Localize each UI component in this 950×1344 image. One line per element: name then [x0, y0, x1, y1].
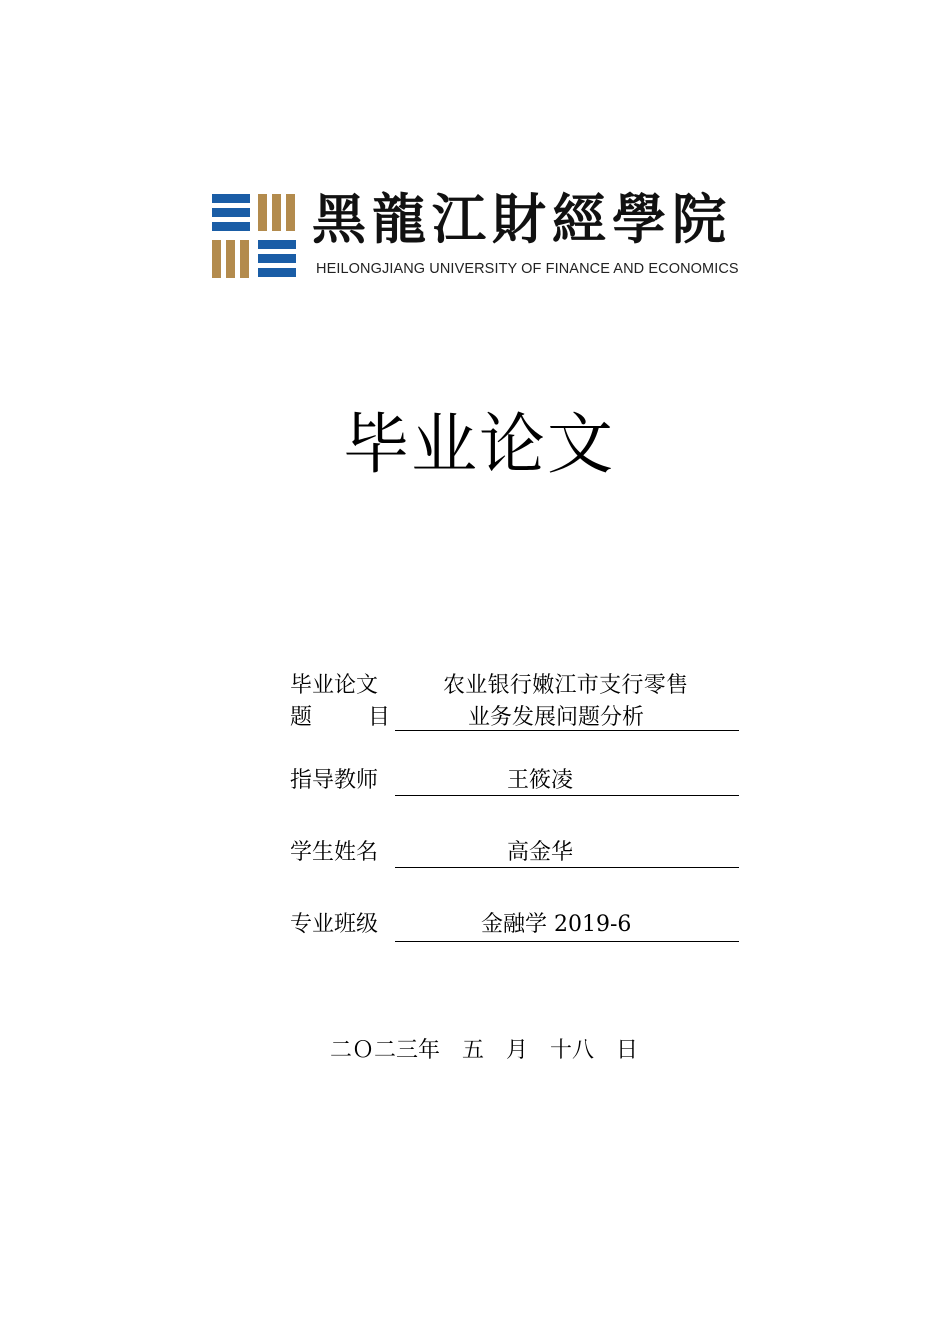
class-label: 专业班级 [290, 912, 379, 937]
university-name-chinese: 黑龍江財經學院 [312, 187, 732, 251]
advisor-value: 王筱凌 [507, 768, 574, 793]
topic-value-line1: 农业银行嫩江市支行零售 [443, 673, 689, 698]
thesis-cover-page: 黑龍江財經學院 HEILONGJIANG UNIVERSITY OF FINANCE AND ECONOMICS 毕业论文 毕业论文 题 目 农业银行嫩江市支行零售 业务发展问题分析 指导教师 王筱凌 学生姓名 高金华 专业班级 金融学 2019-6 二Ｏ二三年 五 月 十八 日 [0, 0, 950, 1344]
topic-underline [395, 730, 739, 731]
class-underline [395, 941, 739, 942]
university-name-english: HEILONGJIANG UNIVERSITY OF FINANCE AND ECONOMICS [316, 261, 739, 277]
class-value: 金融学 2019-6 [481, 912, 632, 937]
topic-value-line2: 业务发展问题分析 [468, 705, 645, 730]
student-label: 学生姓名 [290, 840, 379, 865]
advisor-underline [395, 795, 739, 796]
university-emblem-icon [212, 194, 296, 278]
topic-label-line1: 毕业论文 [290, 673, 379, 698]
student-value: 高金华 [507, 840, 574, 865]
university-logo [212, 186, 792, 282]
advisor-label: 指导教师 [290, 768, 379, 793]
submission-date: 二Ｏ二三年 五 月 十八 日 [330, 1038, 639, 1063]
document-title: 毕业论文 [343, 406, 615, 483]
student-underline [395, 867, 739, 868]
